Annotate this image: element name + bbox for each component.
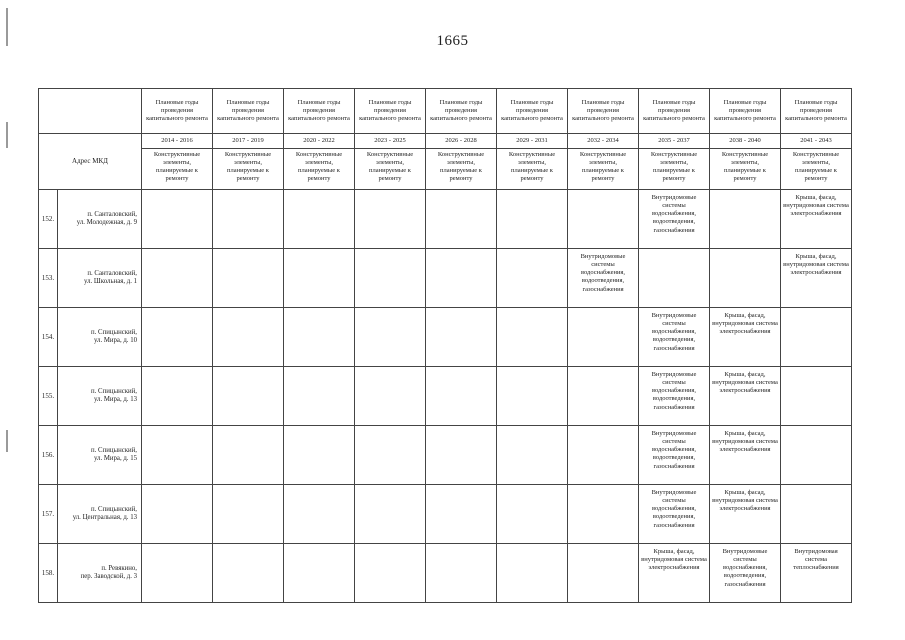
header-blank-cell bbox=[39, 89, 142, 134]
repair-work-cell bbox=[142, 544, 213, 603]
margin-scan-mark bbox=[6, 122, 8, 148]
repair-work-cell: Внутридомовые системы водоснабжения, водоотведения, газоснабжения bbox=[639, 426, 710, 485]
repair-work-cell bbox=[710, 249, 781, 308]
repair-work-cell: Крыша, фасад, внутридомовая система электроснабжения bbox=[781, 249, 852, 308]
elements-label: Конструктивные элементы, планируемые к ремонту bbox=[639, 149, 710, 190]
table-row bbox=[39, 544, 852, 603]
repair-work-cell bbox=[284, 249, 355, 308]
repair-work-cell bbox=[284, 367, 355, 426]
address-cell: п. Санталовский, ул. Молодежная, д. 9 bbox=[58, 190, 142, 249]
row-number: 156. bbox=[39, 426, 58, 485]
repair-work-cell bbox=[213, 367, 284, 426]
repair-work-cell bbox=[497, 485, 568, 544]
repair-work-cell bbox=[568, 308, 639, 367]
row-number: 152. bbox=[39, 190, 58, 249]
repair-work-cell bbox=[497, 308, 568, 367]
row-number: 153. bbox=[39, 249, 58, 308]
repair-work-cell bbox=[355, 367, 426, 426]
repair-work-cell bbox=[142, 249, 213, 308]
repair-work-cell bbox=[355, 426, 426, 485]
elements-label: Конструктивные элементы, планируемые к ремонту bbox=[781, 149, 852, 190]
repair-work-cell bbox=[568, 485, 639, 544]
repair-work-cell bbox=[213, 308, 284, 367]
period-years: 2017 - 2019 bbox=[213, 134, 284, 149]
repair-work-cell bbox=[497, 249, 568, 308]
period-years: 2020 - 2022 bbox=[284, 134, 355, 149]
repair-work-cell bbox=[142, 426, 213, 485]
repair-work-cell bbox=[284, 308, 355, 367]
repair-work-cell bbox=[497, 367, 568, 426]
period-title: Плановые годы проведения капитального ремонта bbox=[497, 89, 568, 134]
header-row-period-titles bbox=[39, 89, 852, 134]
repair-work-cell: Внутридомовые системы водоснабжения, водоотведения, газоснабжения bbox=[568, 249, 639, 308]
repair-work-cell: Крыша, фасад, внутридомовая система электроснабжения bbox=[639, 544, 710, 603]
repair-work-cell: Внутридомовые системы водоснабжения, водоотведения, газоснабжения bbox=[710, 544, 781, 603]
period-title: Плановые годы проведения капитального ремонта bbox=[426, 89, 497, 134]
repair-work-cell bbox=[213, 544, 284, 603]
elements-label: Конструктивные элементы, планируемые к ремонту bbox=[710, 149, 781, 190]
repair-work-cell bbox=[355, 544, 426, 603]
repair-work-cell: Внутридомовые системы водоснабжения, водоотведения, газоснабжения bbox=[639, 190, 710, 249]
repair-work-cell bbox=[568, 426, 639, 485]
repair-work-cell bbox=[355, 485, 426, 544]
repair-work-cell bbox=[142, 485, 213, 544]
repair-work-cell bbox=[639, 249, 710, 308]
repair-work-cell: Внутридомовая система теплоснабжения bbox=[781, 544, 852, 603]
table-row bbox=[39, 367, 852, 426]
repair-work-cell: Внутридомовые системы водоснабжения, водоотведения, газоснабжения bbox=[639, 367, 710, 426]
period-title: Плановые годы проведения капитального ремонта bbox=[639, 89, 710, 134]
repair-work-cell bbox=[781, 485, 852, 544]
repair-work-cell: Внутридомовые системы водоснабжения, водоотведения, газоснабжения bbox=[639, 308, 710, 367]
repair-work-cell bbox=[426, 485, 497, 544]
period-years: 2014 - 2016 bbox=[142, 134, 213, 149]
table-row bbox=[39, 190, 852, 249]
period-title: Плановые годы проведения капитального ремонта bbox=[355, 89, 426, 134]
repair-work-cell bbox=[426, 190, 497, 249]
elements-label: Конструктивные элементы, планируемые к ремонту bbox=[426, 149, 497, 190]
elements-label: Конструктивные элементы, планируемые к ремонту bbox=[142, 149, 213, 190]
repair-work-cell bbox=[781, 426, 852, 485]
period-years: 2023 - 2025 bbox=[355, 134, 426, 149]
address-cell: п. Спицынский, ул. Мира, д. 13 bbox=[58, 367, 142, 426]
repair-work-cell bbox=[781, 308, 852, 367]
address-cell: п. Санталовский, ул. Школьная, д. 1 bbox=[58, 249, 142, 308]
elements-label: Конструктивные элементы, планируемые к ремонту bbox=[568, 149, 639, 190]
repair-work-cell bbox=[497, 190, 568, 249]
repair-work-cell: Крыша, фасад, внутридомовая система электроснабжения bbox=[710, 485, 781, 544]
repair-work-cell bbox=[284, 190, 355, 249]
table-row bbox=[39, 308, 852, 367]
repair-work-cell bbox=[213, 485, 284, 544]
repair-work-cell: Крыша, фасад, внутридомовая система электроснабжения bbox=[781, 190, 852, 249]
address-cell: п. Ревякино, пер. Заводской, д. 3 bbox=[58, 544, 142, 603]
repair-work-cell: Крыша, фасад, внутридомовая система электроснабжения bbox=[710, 308, 781, 367]
repair-work-cell bbox=[426, 249, 497, 308]
period-years: 2041 - 2043 bbox=[781, 134, 852, 149]
margin-scan-mark bbox=[6, 430, 8, 452]
page-number: 1665 bbox=[436, 33, 469, 49]
repair-work-cell bbox=[142, 367, 213, 426]
period-title: Плановые годы проведения капитального ремонта bbox=[781, 89, 852, 134]
period-years: 2029 - 2031 bbox=[497, 134, 568, 149]
repair-work-cell bbox=[497, 544, 568, 603]
period-title: Плановые годы проведения капитального ремонта bbox=[568, 89, 639, 134]
table-row bbox=[39, 426, 852, 485]
repair-work-cell bbox=[426, 367, 497, 426]
row-number: 154. bbox=[39, 308, 58, 367]
repair-work-cell bbox=[426, 426, 497, 485]
repair-work-cell bbox=[568, 190, 639, 249]
repair-work-cell bbox=[497, 426, 568, 485]
row-number: 157. bbox=[39, 485, 58, 544]
repair-work-cell bbox=[142, 308, 213, 367]
period-title: Плановые годы проведения капитального ремонта bbox=[284, 89, 355, 134]
repair-work-cell bbox=[781, 367, 852, 426]
repair-work-cell bbox=[284, 485, 355, 544]
header-row-elements bbox=[39, 149, 852, 190]
elements-label: Конструктивные элементы, планируемые к ремонту bbox=[355, 149, 426, 190]
repair-work-cell bbox=[284, 426, 355, 485]
period-title: Плановые годы проведения капитального ремонта bbox=[142, 89, 213, 134]
repair-work-cell bbox=[213, 190, 284, 249]
elements-label: Конструктивные элементы, планируемые к ремонту bbox=[284, 149, 355, 190]
repair-work-cell bbox=[213, 249, 284, 308]
period-years: 2035 - 2037 bbox=[639, 134, 710, 149]
address-cell: п. Спицынский, ул. Мира, д. 10 bbox=[58, 308, 142, 367]
repair-work-cell bbox=[355, 190, 426, 249]
row-number: 158. bbox=[39, 544, 58, 603]
repair-work-cell bbox=[426, 544, 497, 603]
period-title: Плановые годы проведения капитального ремонта bbox=[710, 89, 781, 134]
address-cell: п. Спицынский, ул. Центральная, д. 13 bbox=[58, 485, 142, 544]
table-row bbox=[39, 249, 852, 308]
repair-work-cell: Внутридомовые системы водоснабжения, водоотведения, газоснабжения bbox=[639, 485, 710, 544]
repair-work-cell bbox=[142, 190, 213, 249]
repair-work-cell bbox=[710, 190, 781, 249]
elements-label: Конструктивные элементы, планируемые к ремонту bbox=[213, 149, 284, 190]
address-column-header: Адрес МКД bbox=[39, 134, 142, 190]
repair-work-cell: Крыша, фасад, внутридомовая система электроснабжения bbox=[710, 426, 781, 485]
repair-work-cell bbox=[568, 544, 639, 603]
elements-label: Конструктивные элементы, планируемые к ремонту bbox=[497, 149, 568, 190]
margin-scan-mark bbox=[6, 8, 8, 46]
repair-work-cell: Крыша, фасад, внутридомовая система электроснабжения bbox=[710, 367, 781, 426]
period-years: 2038 - 2040 bbox=[710, 134, 781, 149]
table-row bbox=[39, 485, 852, 544]
repair-work-cell bbox=[426, 308, 497, 367]
repair-work-cell bbox=[355, 308, 426, 367]
period-years: 2026 - 2028 bbox=[426, 134, 497, 149]
repair-work-cell bbox=[213, 426, 284, 485]
repair-work-cell bbox=[284, 544, 355, 603]
header-row-years bbox=[39, 134, 852, 149]
repair-work-cell bbox=[355, 249, 426, 308]
period-title: Плановые годы проведения капитального ремонта bbox=[213, 89, 284, 134]
repair-work-cell bbox=[568, 367, 639, 426]
row-number: 155. bbox=[39, 367, 58, 426]
period-years: 2032 - 2034 bbox=[568, 134, 639, 149]
table-body bbox=[39, 190, 852, 603]
address-cell: п. Спицынский, ул. Мира, д. 15 bbox=[58, 426, 142, 485]
capital-repair-table bbox=[38, 88, 852, 603]
